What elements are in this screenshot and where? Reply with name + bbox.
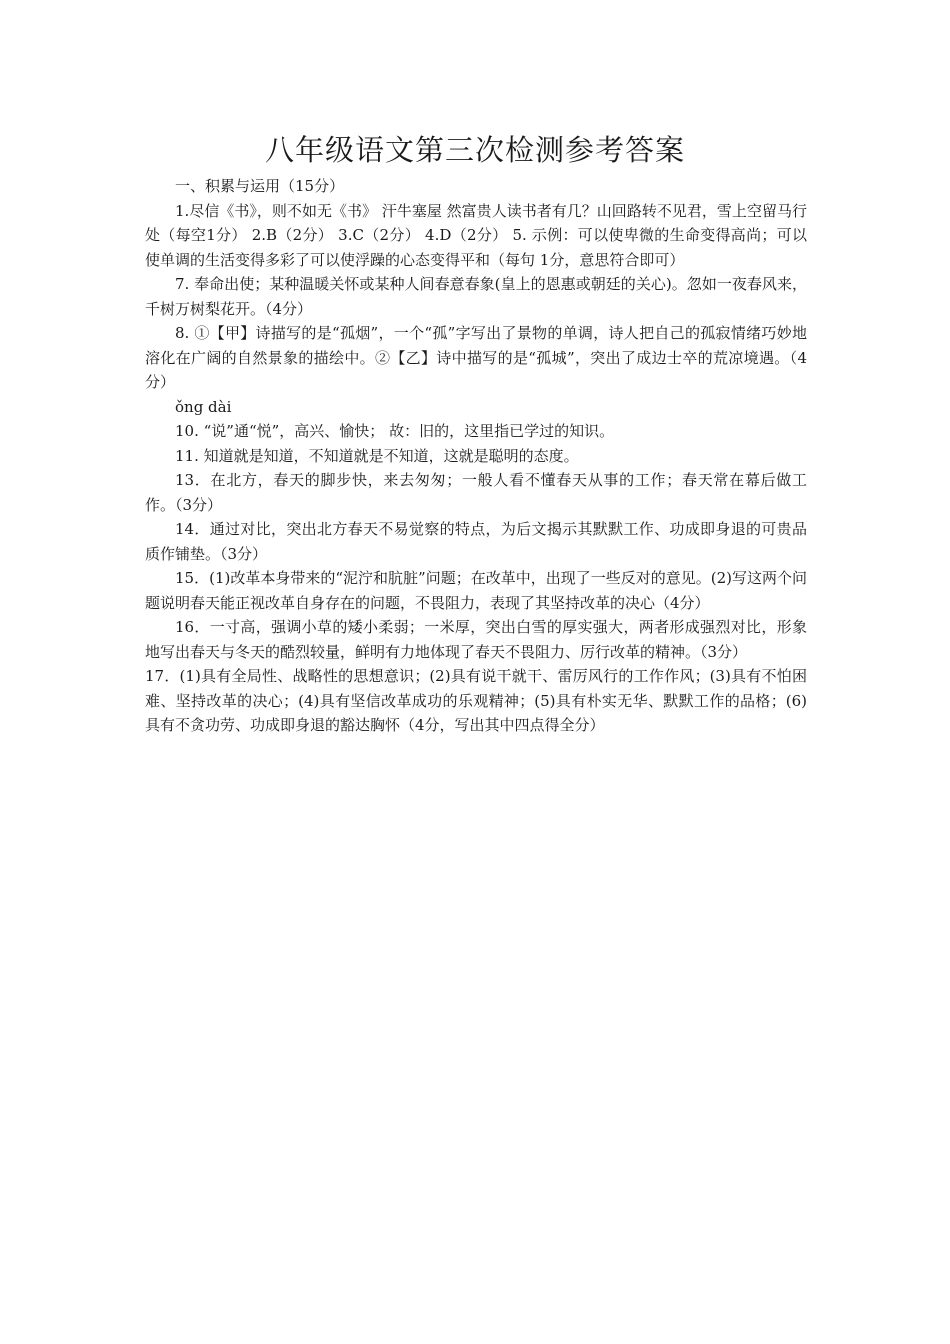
answer-11: 11. 知道就是知道，不知道就是不知道，这就是聪明的态度。 (175, 446, 579, 465)
answer-14: 14．通过对比，突出北方春天不易觉察的特点，为后文揭示其默默工作、功成即身退的可贵品质作铺垫。（3分） (145, 520, 807, 563)
document-title: 八年级语文第三次检测参考答案 (264, 133, 685, 167)
answer-1-to-5: 1.尽信《书》，则不如无《书》 汗牛塞屋 然富贵人读书者有几？山回路转不见君，雪上空留马行处（每空1分） 2.B（2分） 3.C（2分） 4.D（2分） 5. 示例：可以使卑微的生命变得高尚；可以使单调的生活变得多彩了可以使浮躁的心态变得平和（每句 1分，意思符合即可） (145, 201, 807, 269)
answer-15: 15．(1)改革本身带来的“泥泞和肮脏”问题；在改革中，出现了一些反对的意见。(2)写这两个问题说明春天能正视改革自身存在的问题，不畏阻力，表现了其坚持改革的决心（4分） (145, 569, 807, 612)
answer-10: 10. “说”通“悦”，高兴、愉快； 故：旧的，这里指已学过的知识。 (175, 422, 615, 440)
answer-17: 17．(1)具有全局性、战略性的思想意识；(2)具有说干就干、雷厉风行的工作作风；(3)具有不怕困难、坚持改革的决心；(4)具有坚信改革成功的乐观精神；(5)具有朴实无华、默默工作的品格；(6)具有不贪功劳、功成即身退的豁达胸怀（4分，写出其中四点得全分） (145, 667, 807, 734)
answer-8: 8. ①【甲】诗描写的是“孤烟”，一个“孤”字写出了景物的单调，诗人把自己的孤寂情绪巧妙地溶化在广阔的自然景象的描绘中。②【乙】诗中描写的是“孤城”，突出了成边士卒的荒凉境遇。（4分） (145, 324, 807, 391)
answer-13: 13．在北方，春天的脚步快，来去匆匆；一般人看不懂春天从事的工作；春天常在幕后做工作。（3分） (145, 471, 807, 514)
section-heading-accumulation: 一、积累与运用（15分） (175, 177, 345, 195)
answer-content (145, 174, 807, 738)
answer-16: 16．一寸高，强调小草的矮小柔弱；一米厚，突出白雪的厚实强大，两者形成强烈对比，形象地写出春天与冬天的酷烈较量，鲜明有力地体现了春天不畏阻力、厉行改革的精神。（3分） (145, 618, 807, 661)
pinyin-note: ǒng dài (175, 397, 232, 416)
answer-7: 7. 奉命出使；某种温暖关怀或某种人间春意春象(皇上的恩惠或朝廷的关心)。忽如一夜春风来，千树万树梨花开。（4分） (145, 275, 807, 318)
